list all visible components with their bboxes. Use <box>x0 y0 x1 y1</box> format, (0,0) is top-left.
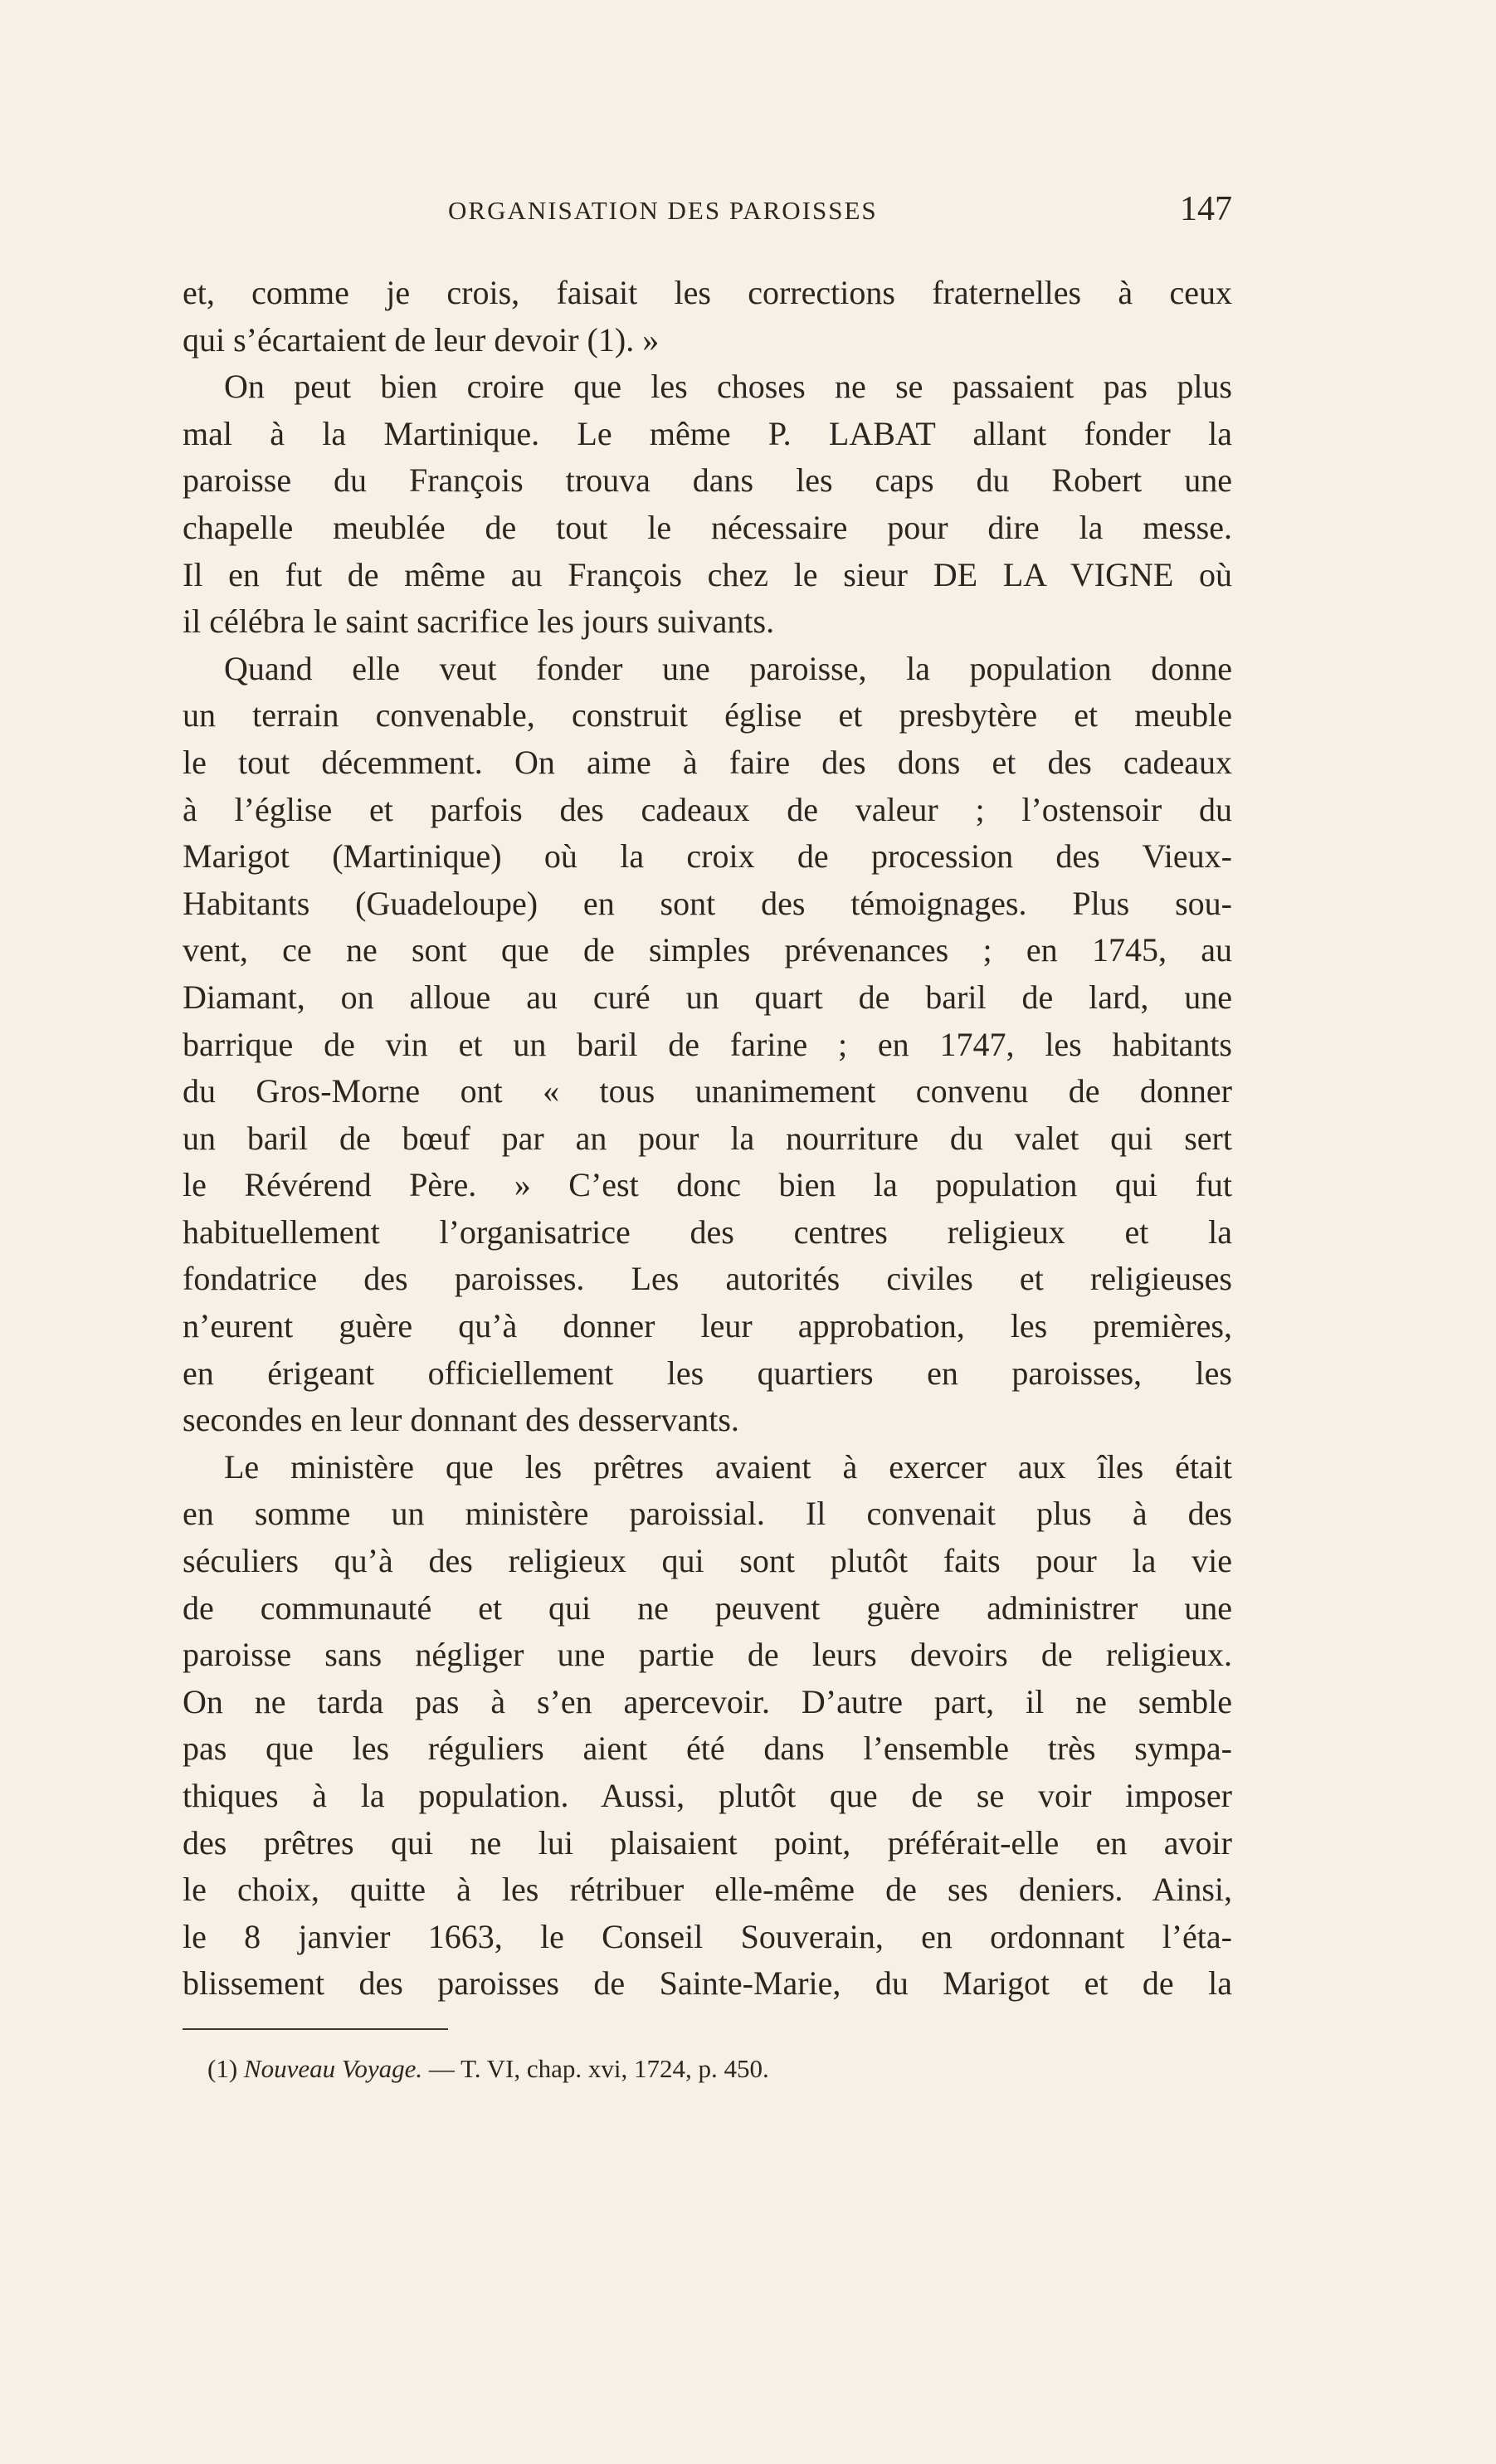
text-line: Diamant, on alloue au curé un quart de baril de lard, une <box>183 978 1232 1016</box>
text-line: On peut bien croire que les choses ne se passaient pas plus <box>224 368 1232 406</box>
text-line: de communauté et qui ne peuvent guère administrer une <box>183 1588 1232 1627</box>
text-line: le choix, quitte à les rétribuer elle-même de ses deniers. Ainsi, <box>183 1871 1232 1909</box>
text-line: un terrain convenable, construit église et presbytère et meuble <box>183 696 1232 734</box>
footnote-marker: (1) <box>207 2054 238 2083</box>
text-line: paroisse sans négliger une partie de leurs devoirs de religieux. <box>183 1636 1232 1674</box>
text-line: Il en fut de même au François chez le sieur DE LA VIGNE où <box>183 555 1232 593</box>
text-line: vent, ce ne sont que de simples prévenances ; en 1745, au <box>183 931 1232 969</box>
text-line: Habitants (Guadeloupe) en sont des témoignages. Plus sou- <box>183 884 1232 922</box>
text-line: n’eurent guère qu’à donner leur approbation, les premières, <box>183 1307 1232 1345</box>
text-line: Quand elle veut fonder une paroisse, la population donne <box>224 649 1232 687</box>
text-line: secondes en leur donnant des desservants. <box>183 1401 739 1439</box>
text-line: il célébra le saint sacrifice les jours suivants. <box>183 603 775 641</box>
text-line: mal à la Martinique. Le même P. LABAT allant fonder la <box>183 414 1232 452</box>
text-line: qui s’écartaient de leur devoir (1). » <box>183 320 660 359</box>
running-header <box>183 189 1232 231</box>
text-line: pas que les réguliers aient été dans l’ensemble très sympa- <box>183 1730 1232 1768</box>
text-line: paroisse du François trouva dans les caps du Robert une <box>183 461 1232 500</box>
text-line: On ne tarda pas à s’en apercevoir. D’autre part, il ne semble <box>183 1682 1232 1720</box>
text-line: blissement des paroisses de Sainte-Marie, du Marigot et de la <box>183 1964 1232 2003</box>
text-line: en somme un ministère paroissial. Il convenait plus à des <box>183 1495 1232 1533</box>
page-number: 147 <box>1180 190 1232 228</box>
running-title: ORGANISATION DES PAROISSES <box>448 196 878 225</box>
text-line: Le ministère que les prêtres avaient à exercer aux îles était <box>224 1447 1232 1486</box>
text-line: et, comme je crois, faisait les corrections fraternelles à ceux <box>183 274 1232 311</box>
footnote-divider <box>183 2028 448 2030</box>
text-line: séculiers qu’à des religieux qui sont plutôt faits pour la vie <box>183 1542 1232 1580</box>
text-line: thiques à la population. Aussi, plutôt que de se voir imposer <box>183 1777 1232 1814</box>
text-line: en érigeant officiellement les quartiers en paroisses, les <box>183 1354 1232 1392</box>
footnote-title: Nouveau Voyage. <box>243 2054 423 2083</box>
text-line: des prêtres qui ne lui plaisaient point, préférait-elle en avoir <box>183 1823 1232 1861</box>
text-line: un baril de bœuf par an pour la nourriture du valet qui sert <box>183 1119 1232 1157</box>
text-line: le tout décemment. On aime à faire des dons et des cadeaux <box>183 743 1232 781</box>
text-line: à l’église et parfois des cadeaux de valeur ; l’ostensoir du <box>183 790 1232 828</box>
text-line: habituellement l’organisatrice des centres religieux et la <box>183 1212 1232 1251</box>
body-text <box>183 270 1232 2008</box>
text-line: Marigot (Martinique) où la croix de procession des Vieux- <box>183 837 1232 876</box>
text-line: du Gros-Morne ont « tous unanimement convenu de donner <box>183 1072 1232 1110</box>
footnote <box>207 2054 769 2084</box>
footnote-reference: — T. VI, chap. xvi, 1724, p. 450. <box>428 2054 769 2083</box>
text-line: fondatrice des paroisses. Les autorités civiles et religieuses <box>183 1260 1232 1298</box>
text-line: le 8 janvier 1663, le Conseil Souverain, en ordonnant l’éta- <box>183 1917 1232 1955</box>
text-line: chapelle meublée de tout le nécessaire pour dire la messe. <box>183 508 1232 546</box>
text-line: barrique de vin et un baril de farine ; en 1747, les habitants <box>183 1025 1232 1063</box>
text-line: le Révérend Père. » C’est donc bien la population qui fut <box>183 1166 1232 1204</box>
